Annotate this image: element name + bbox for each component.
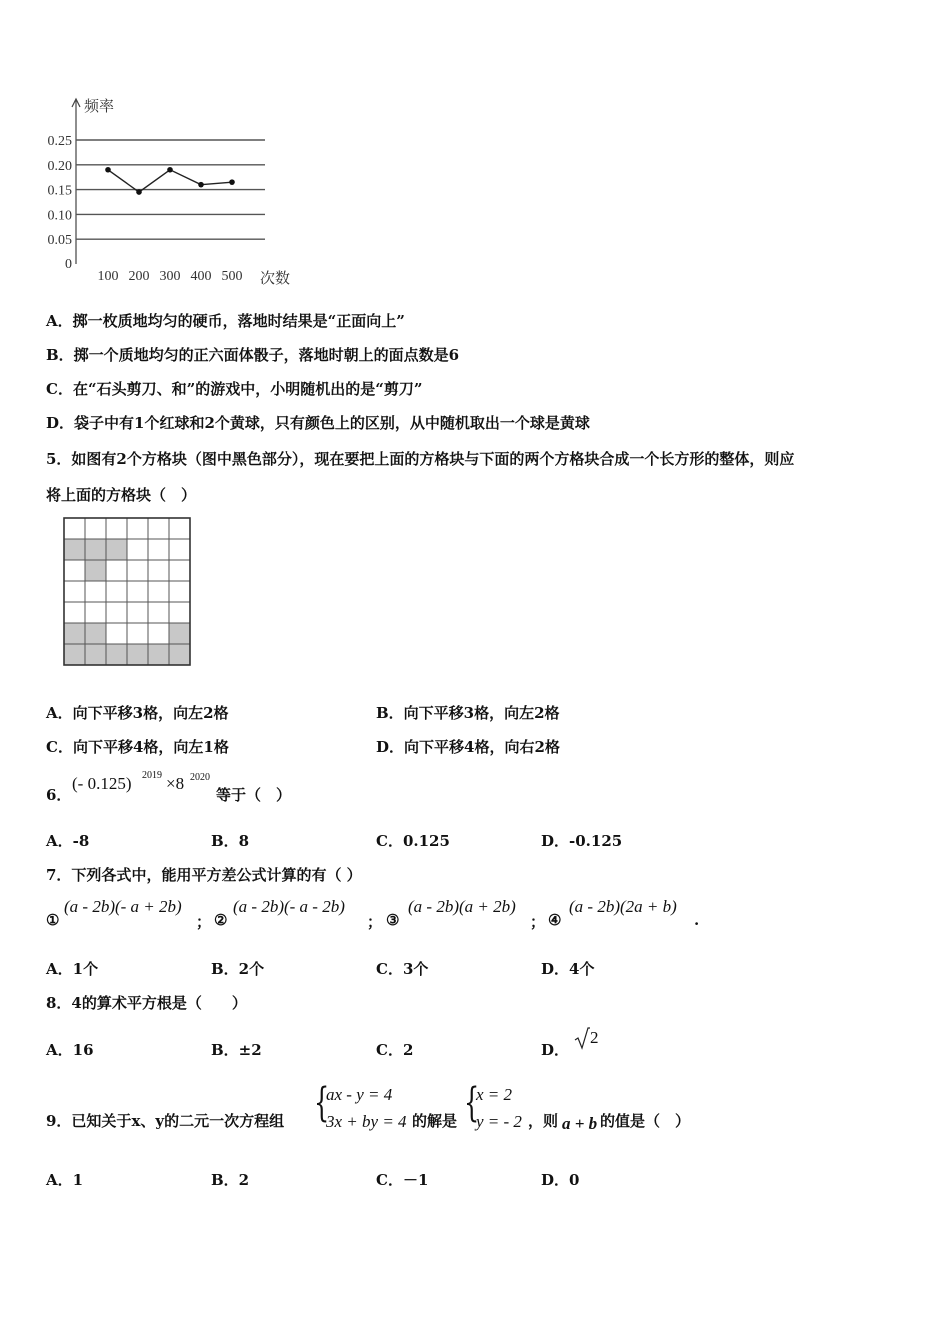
q7-item-mark: ③	[386, 911, 400, 929]
shaded-grid-cell	[127, 644, 148, 665]
data-point	[136, 189, 142, 195]
q6-option-b: B．8	[211, 832, 250, 850]
left-brace-icon: {	[314, 1080, 330, 1126]
q9-post1: ，则	[528, 1112, 559, 1130]
q6-option-a: A．-8	[46, 832, 90, 850]
grid-cell	[85, 518, 106, 539]
q7-item-mark: ④	[548, 911, 562, 929]
q8-sqrt-radicand: 2	[590, 1028, 599, 1047]
grid-cell	[106, 581, 127, 602]
q5-stem-line1: 5．如图有2个方格块（图中黑色部分），现在要把上面的方格块与下面的两个方格块合成一个长方形的整体，则应	[46, 450, 795, 468]
q7-option-c: C．3个	[376, 960, 429, 978]
q7-option-d: D．4个	[541, 960, 595, 978]
q7-item-sep: ；	[367, 913, 383, 931]
q4-option-d: D．袋子中有1个红球和2个黄球，只有颜色上的区别，从中随机取出一个球是黄球	[46, 414, 590, 432]
y-axis-label: 频率	[84, 99, 115, 115]
shaded-grid-cell	[85, 644, 106, 665]
q5-grid-figure	[62, 516, 196, 668]
shaded-grid-cell	[106, 644, 127, 665]
grid-cell	[106, 602, 127, 623]
q5-option-c: C．向下平移4格，向左1格	[46, 738, 229, 756]
q7-item-expr: (a - 2b)(a + 2b)	[408, 897, 516, 916]
q6-base: (- 0.125)	[72, 774, 132, 793]
x-tick-label: 100	[97, 269, 119, 284]
shaded-grid-cell	[106, 539, 127, 560]
q6-number: 6．	[46, 786, 72, 804]
y-tick-label: 0.20	[47, 158, 72, 174]
q8-stem: 8．4的算术平方根是（ ）	[46, 994, 247, 1012]
grid-cell	[169, 518, 190, 539]
grid-cell	[148, 581, 169, 602]
shaded-grid-cell	[85, 560, 106, 581]
grid-cell	[64, 560, 85, 581]
q9-expression: a + b	[562, 1114, 598, 1133]
grid-cell	[148, 623, 169, 644]
q7-option-b: B．2个	[211, 960, 265, 978]
q9-solution-x: x = 2	[476, 1085, 513, 1104]
q9-equation-2: 3x + by = 4	[326, 1112, 407, 1131]
shaded-grid-cell	[148, 644, 169, 665]
q9-equation-1: ax - y = 4	[326, 1085, 393, 1104]
y-tick-label: 0.25	[47, 134, 72, 149]
q7-item-expr: (a - 2b)(- a - 2b)	[233, 897, 345, 916]
y-tick-label: 0.15	[47, 183, 72, 199]
grid-cell	[85, 581, 106, 602]
grid-cell	[106, 560, 127, 581]
q7-item-expr: (a - 2b)(- a + 2b)	[64, 897, 182, 916]
frequency-chart	[38, 92, 308, 292]
shaded-grid-cell	[85, 623, 106, 644]
q9-solution-y: y = - 2	[476, 1112, 522, 1131]
q7-stem: 7．下列各式中，能用平方差公式计算的有（ ）	[46, 866, 362, 884]
data-point	[105, 167, 111, 173]
q7-item-expr: (a - 2b)(2a + b)	[569, 897, 677, 916]
grid-cell	[148, 518, 169, 539]
shaded-grid-cell	[64, 644, 85, 665]
q6-exponent-2: 2020	[190, 772, 210, 783]
q7-item-sep: ；	[530, 913, 546, 931]
q7-item-mark: ①	[46, 911, 60, 929]
q8-option-c: C．2	[376, 1041, 414, 1059]
data-point	[167, 167, 173, 173]
q9-option-a: A．1	[46, 1171, 84, 1189]
q9-prefix: 9．已知关于x、y的二元一次方程组	[46, 1112, 285, 1130]
y-tick-label: 0.10	[47, 208, 72, 224]
q4-option-c: C．在“石头剪刀、和”的游戏中，小明随机出的是“剪刀”	[46, 380, 423, 398]
left-brace-icon: {	[464, 1080, 480, 1126]
grid-cell	[127, 539, 148, 560]
q8-option-a: A．16	[46, 1041, 94, 1059]
q8-option-b: B．±2	[211, 1041, 262, 1059]
x-tick-label: 400	[190, 269, 212, 284]
x-tick-label: 500	[221, 269, 243, 284]
q6-suffix: 等于（ ）	[216, 786, 292, 804]
grid-cell	[64, 602, 85, 623]
q4-option-b: B．掷一个质地均匀的正六面体骰子，落地时朝上的面点数是6	[46, 346, 460, 364]
shaded-grid-cell	[169, 644, 190, 665]
shaded-grid-cell	[64, 539, 85, 560]
sqrt-sign-icon	[574, 1026, 590, 1050]
grid-cell	[85, 602, 106, 623]
q6-option-c: C．0.125	[376, 832, 450, 850]
shaded-grid-cell	[64, 623, 85, 644]
grid-cell	[148, 602, 169, 623]
grid-cell	[127, 623, 148, 644]
q6-times-eight: ×8	[166, 774, 185, 793]
q9-option-c: C．－1	[376, 1171, 429, 1189]
shaded-grid-cell	[85, 539, 106, 560]
grid-cell	[169, 602, 190, 623]
y-tick-label: 0.05	[47, 233, 72, 249]
q8-option-d: D．	[541, 1041, 570, 1059]
q5-option-b: B．向下平移3格，向左2格	[376, 704, 560, 722]
grid-cell	[169, 539, 190, 560]
data-point	[229, 179, 235, 185]
q9-option-d: D．0	[541, 1171, 580, 1189]
grid-cell	[64, 581, 85, 602]
q5-option-a: A．向下平移3格，向左2格	[46, 704, 229, 722]
grid-cell	[169, 581, 190, 602]
grid-cell	[127, 602, 148, 623]
grid-cell	[148, 560, 169, 581]
shaded-grid-cell	[169, 623, 190, 644]
grid-cell	[169, 560, 190, 581]
q5-stem-line2: 将上面的方格块（ ）	[46, 486, 197, 504]
grid-cell	[106, 623, 127, 644]
grid-cell	[64, 518, 85, 539]
q9-mid: 的解是	[412, 1112, 458, 1130]
q5-option-d: D．向下平移4格，向右2格	[376, 738, 560, 756]
data-point	[198, 182, 204, 188]
grid-cell	[127, 581, 148, 602]
q6-option-d: D．-0.125	[541, 832, 623, 850]
x-tick-label: 200	[128, 269, 150, 284]
q7-item-sep: .	[694, 911, 700, 929]
q9-post2: 的值是（ ）	[600, 1112, 691, 1130]
q6-exponent-1: 2019	[142, 770, 162, 781]
q7-option-a: A．1个	[46, 960, 99, 978]
q7-item-sep: ；	[196, 913, 212, 931]
q7-item-mark: ②	[214, 911, 228, 929]
q9-option-b: B．2	[211, 1171, 250, 1189]
x-tick-label: 300	[159, 269, 181, 284]
q4-option-a: A．掷一枚质地均匀的硬币，落地时结果是“正面向上”	[46, 312, 405, 330]
grid-cell	[148, 539, 169, 560]
series-line	[108, 170, 232, 192]
grid-cell	[127, 560, 148, 581]
grid-cell	[127, 518, 148, 539]
grid-cell	[106, 518, 127, 539]
x-axis-label: 次数	[260, 271, 291, 287]
y-tick-label: 0	[65, 257, 72, 272]
